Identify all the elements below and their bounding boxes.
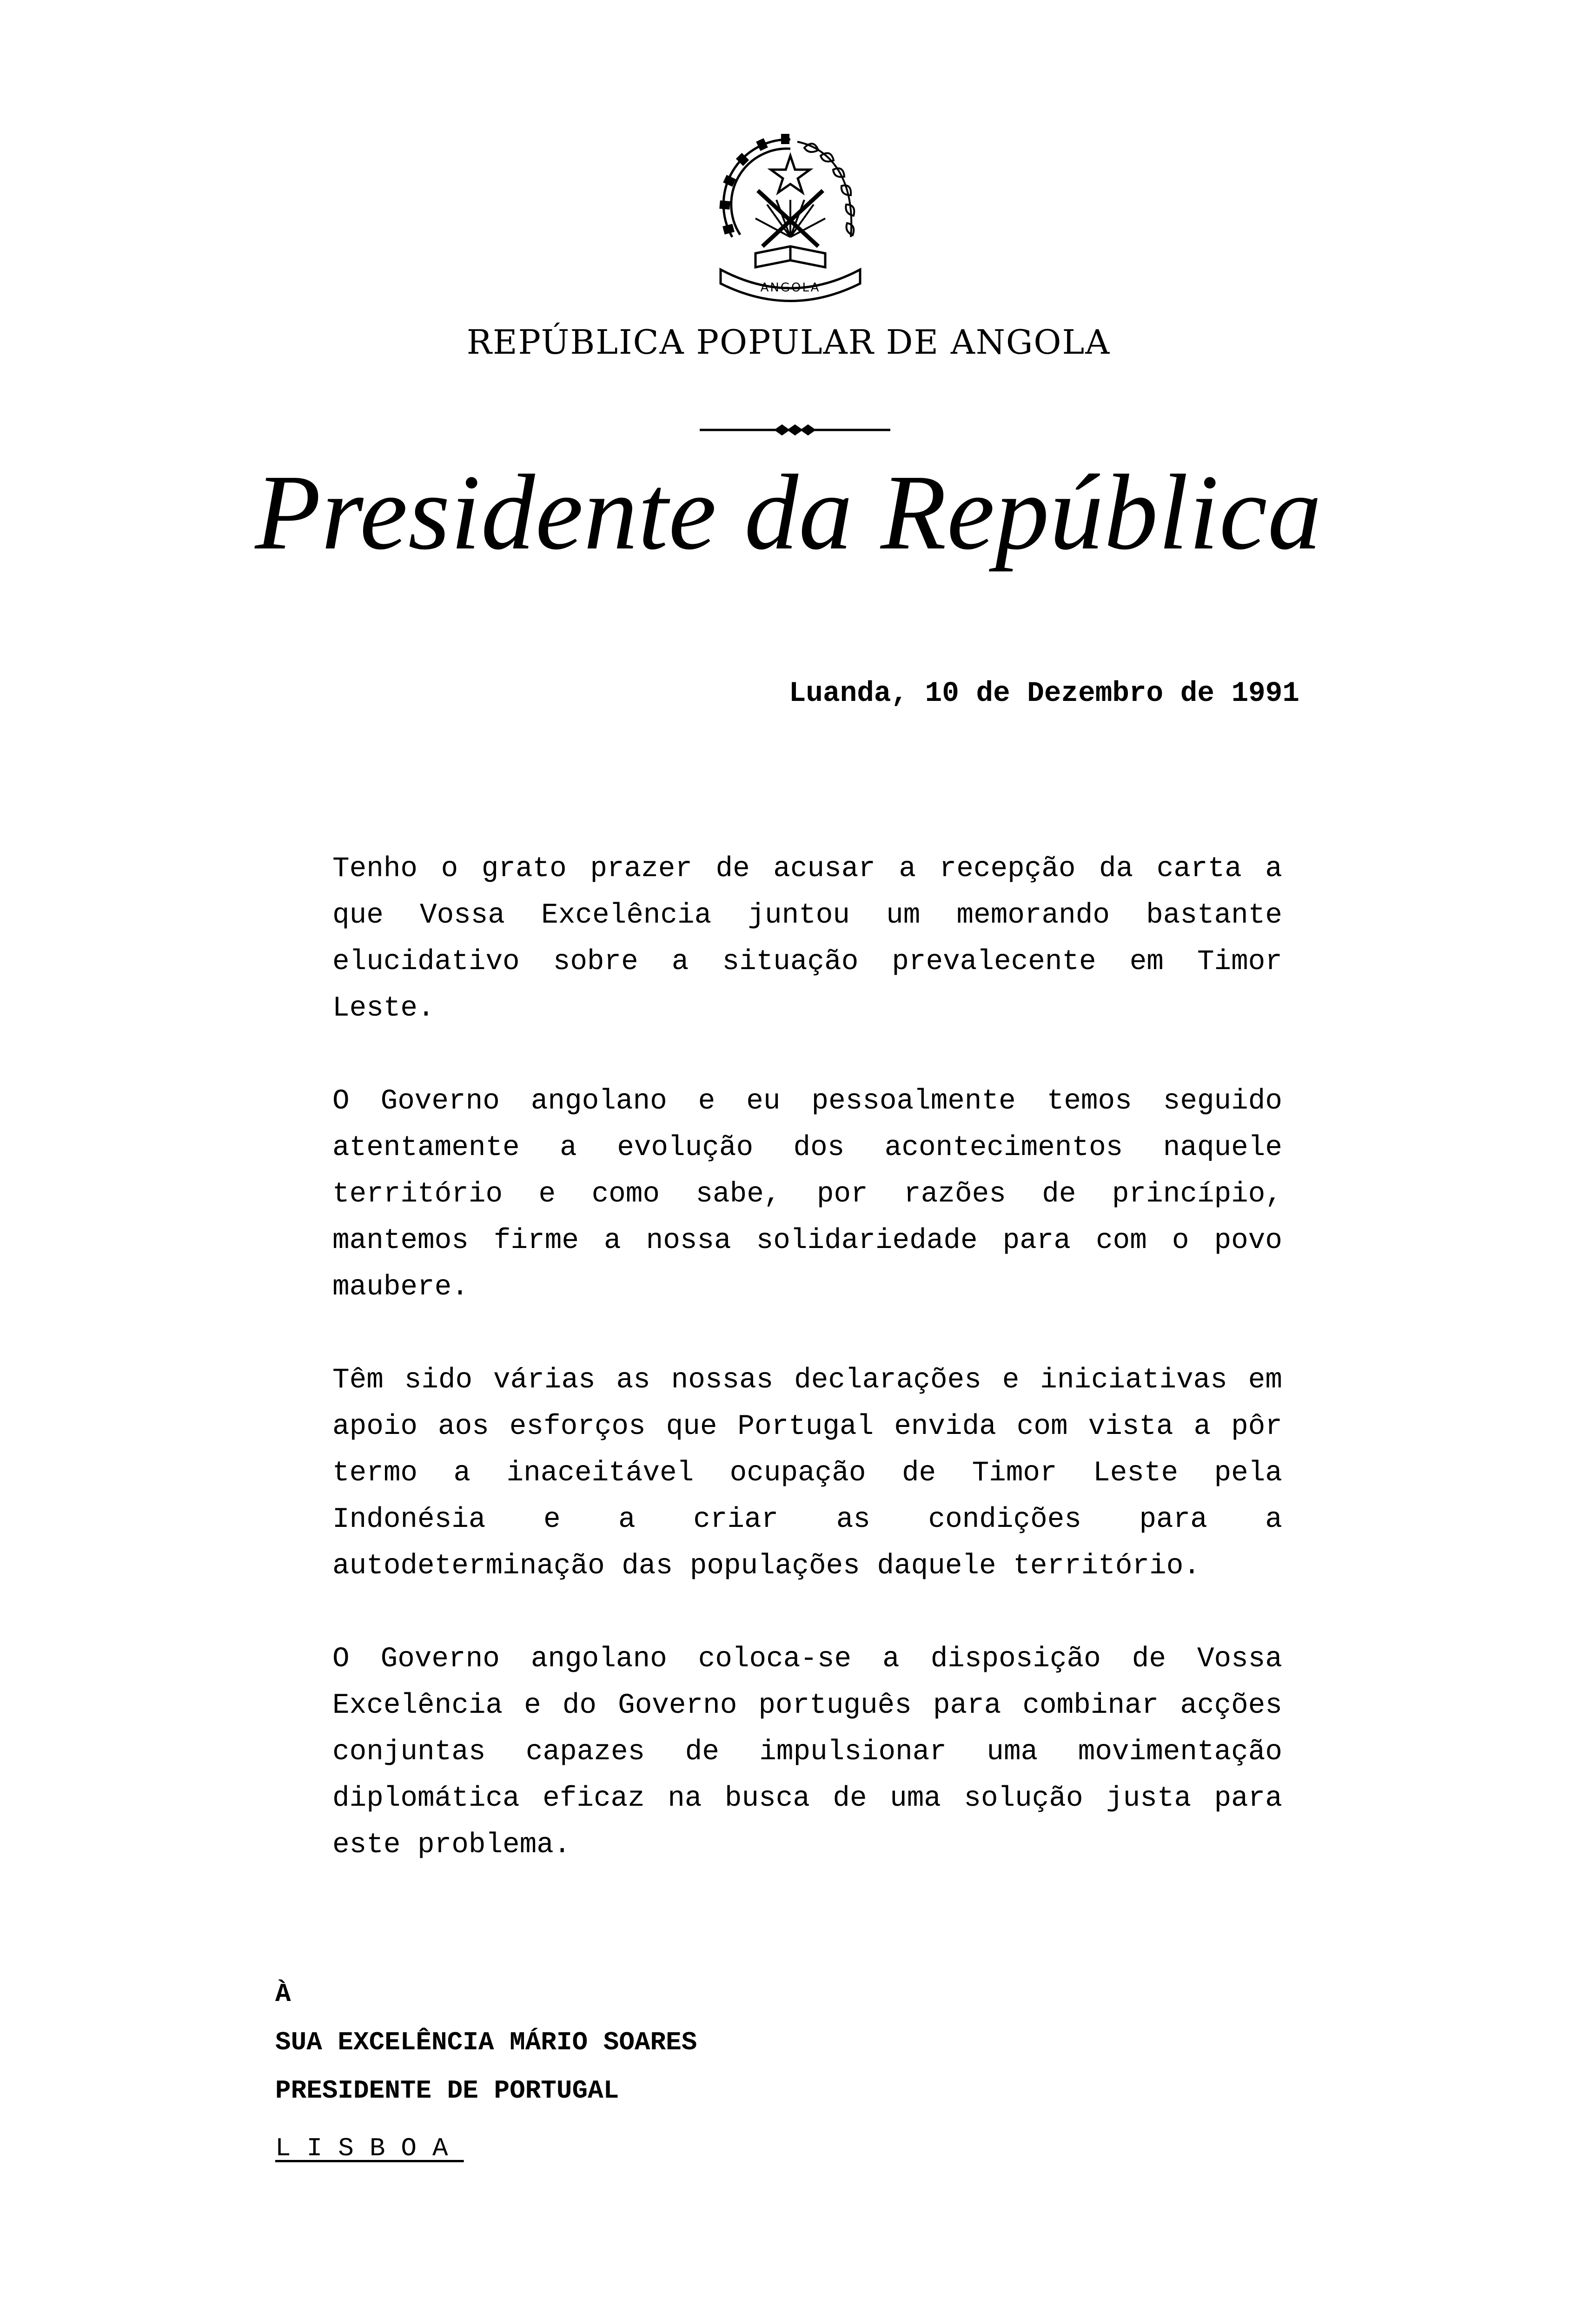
letter-date: Luanda, 10 de Dezembro de 1991 bbox=[788, 678, 1299, 710]
addressee-name: SUA EXCELÊNCIA MÁRIO SOARES bbox=[275, 2027, 697, 2057]
paragraph-4: O Governo angolano coloca-se a disposição de Vossa Excelência e do Governo português para combinar acções conjuntas capazes de impulsionar uma movimentação diplomática eficaz na busca de uma solução justa para este problema. bbox=[332, 1643, 1282, 1861]
three-diamond-divider-icon bbox=[700, 421, 890, 439]
paragraph-3: Têm sido várias as nossas declarações e iniciativas em apoio aos esforços que Portugal envida com vista a pôr termo a inaceitável ocupação de Timor Leste pela Indonésia e a criar as condições para a autodeterminação das populações daquele território. bbox=[332, 1364, 1282, 1582]
angola-coat-of-arms-icon bbox=[711, 130, 869, 307]
office-title: Presidente da República bbox=[255, 453, 1322, 572]
paragraph-2: O Governo angolano e eu pessoalmente temos seguido atentamente a evolução dos acontecimentos naquele território e como sabe, por razões de princípio, mantemos firme a nossa solidariedade para com o povo maubere. bbox=[332, 1085, 1282, 1303]
emblem-ribbon-text: ANGOLA bbox=[760, 281, 821, 295]
country-heading: REPÚBLICA POPULAR DE ANGOLA bbox=[466, 323, 1111, 362]
addressee-title: PRESIDENTE DE PORTUGAL bbox=[275, 2076, 619, 2106]
letter-body bbox=[332, 846, 1282, 1915]
addressee-prefix: À bbox=[275, 1979, 291, 2009]
addressee-city: LISBOA bbox=[275, 2133, 464, 2163]
paragraph-1: Tenho o grato prazer de acusar a recepção da carta a que Vossa Excelência juntou um memorando bastante elucidativo sobre a situação prevalecente em Timor Leste. bbox=[332, 853, 1282, 1024]
addressee-block bbox=[275, 1970, 697, 2172]
